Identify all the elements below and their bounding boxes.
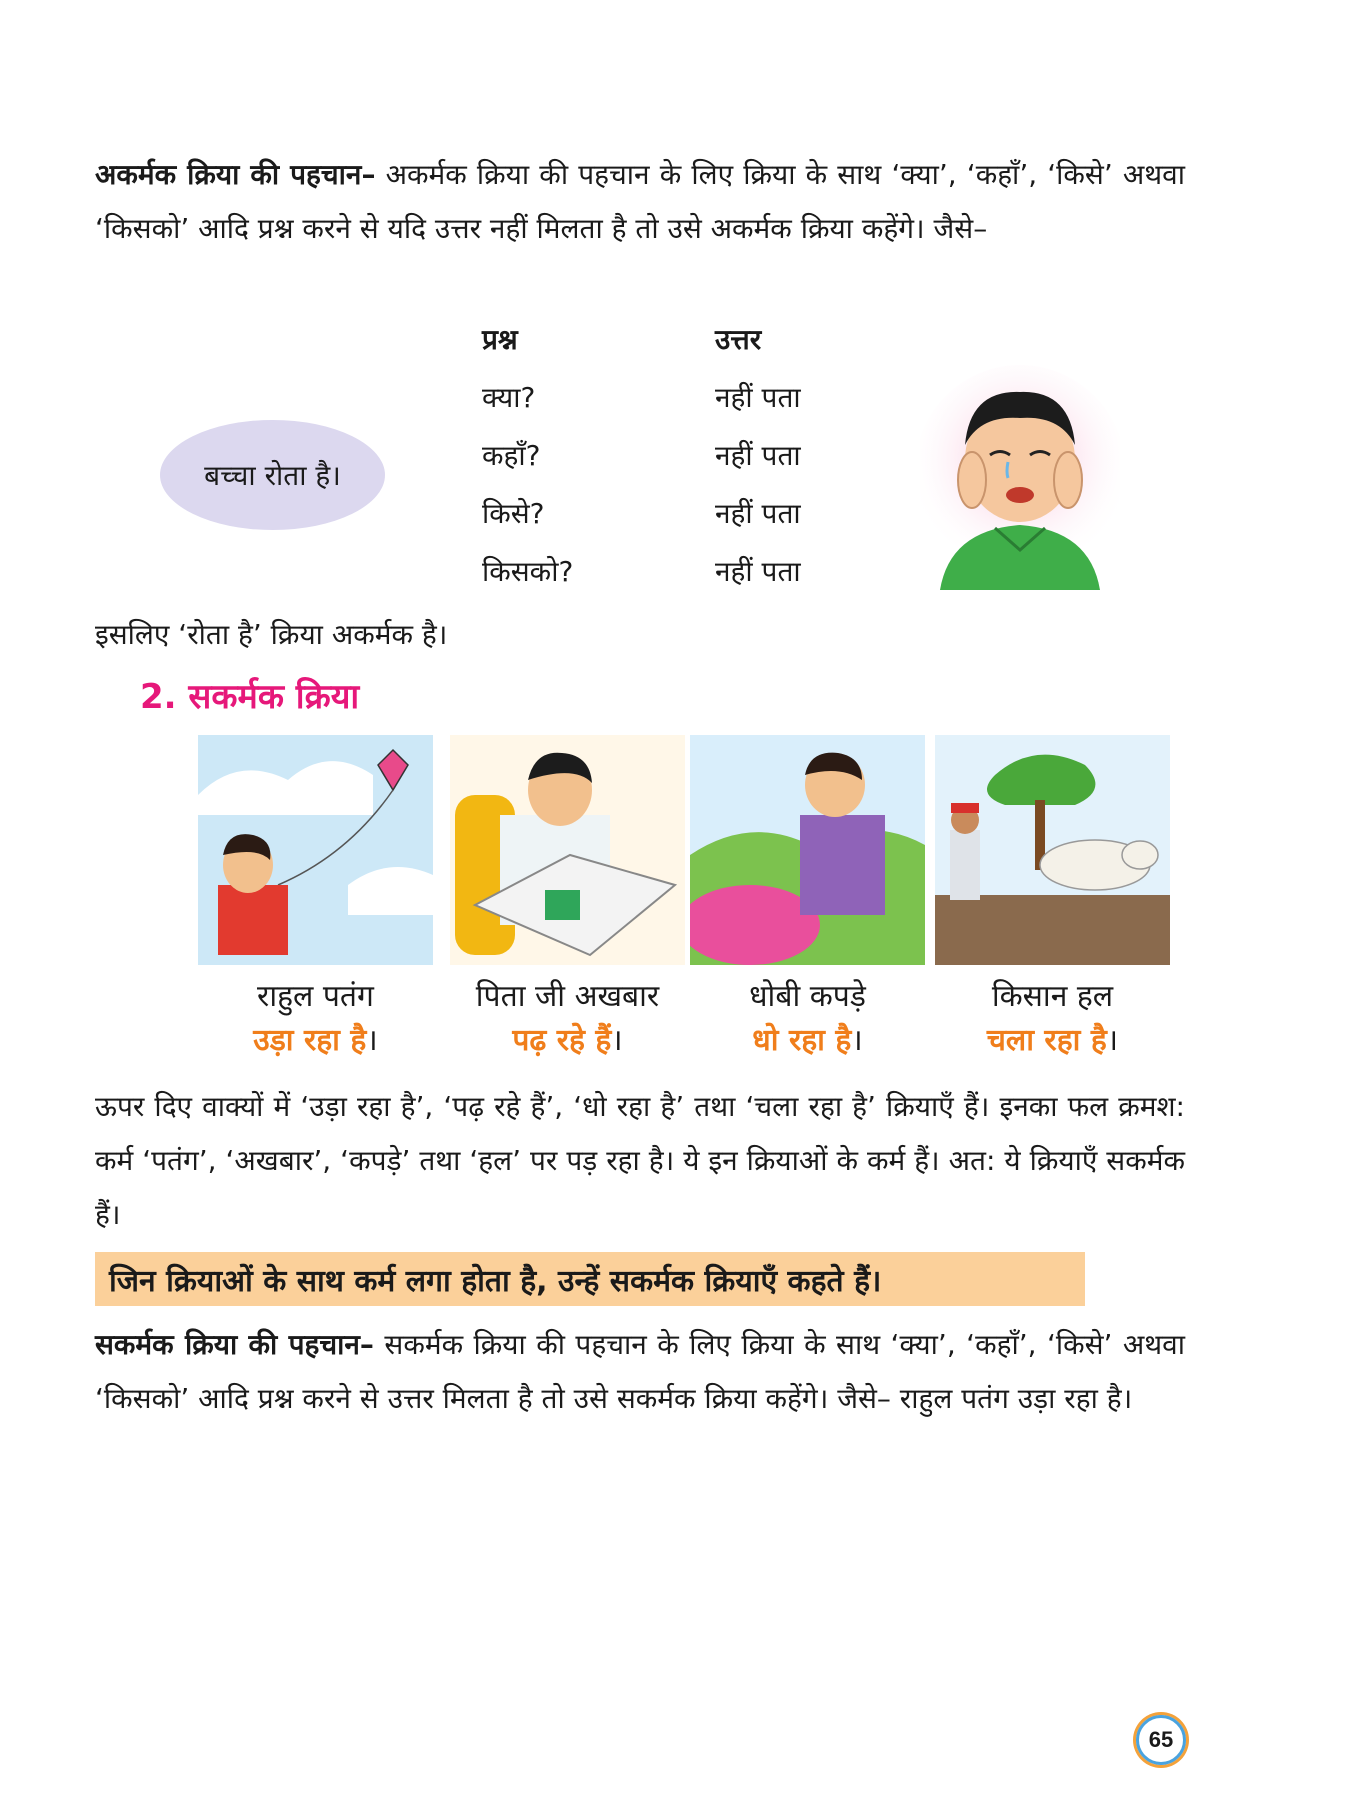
akarmak-paragraph [95, 148, 1185, 256]
table-answer: नहीं पता [715, 381, 801, 414]
kite-flying-illustration [198, 735, 433, 965]
caption-end: । [851, 1023, 863, 1058]
table-answer: नहीं पता [715, 555, 801, 588]
caption-end: । [1106, 1023, 1119, 1058]
explanation-paragraph: ऊपर दिए वाक्यों में ‘उड़ा रहा है’, ‘पढ़ रहे हैं’, ‘धो रहा है’ तथा ‘चला रहा है’ क्रियाएँ हैं। इनका फल क्रमश: कर्म ‘पतंग’, ‘अखबार’, ‘कपड़े’ तथा ‘हल’ पर पड़ रहा है। ये इन क्रियाओं के कर्म हैं। अत: ये क्रियाएँ सकर्मक हैं। [95, 1090, 1185, 1231]
caption-clothes [690, 975, 925, 1063]
caption-end: । [366, 1023, 378, 1058]
definition-text: जिन क्रियाओं के साथ कर्म लगा होता है, उन्हें सकर्मक क्रियाएँ कहते हैं। [109, 1263, 882, 1299]
crying-boy-illustration [920, 360, 1120, 590]
washerman-illustration [690, 735, 925, 965]
sakarmak-heading: सकर्मक क्रिया की पहचान– [95, 1328, 374, 1361]
sakarmak-paragraph [95, 1318, 1185, 1426]
section-heading: 2. सकर्मक क्रिया [140, 677, 360, 717]
caption-verb: पढ़ रहे हैं [512, 1023, 612, 1058]
caption-verb: धो रहा है [752, 1023, 852, 1058]
table-header-answer: उत्तर [715, 323, 762, 356]
table-question: किसको? [482, 555, 574, 588]
caption-subject: पिता जी अखबार [475, 979, 660, 1014]
table-answer: नहीं पता [715, 497, 801, 530]
caption-subject: धोबी कपड़े [749, 979, 866, 1014]
caption-kite [198, 975, 433, 1063]
sakarmak-text: सकर्मक क्रिया की पहचान के लिए क्रिया के साथ ‘क्या’, ‘कहाँ’, ‘किसे’ अथवा ‘किसको’ आदि प्रश्न करने से उत्तर मिलता है तो उसे सकर्मक क्रिया कहेंगे। जैसे– राहुल पतंग उड़ा रहा है। [95, 1328, 1185, 1415]
caption-end: । [611, 1023, 623, 1058]
table-answer: नहीं पता [715, 439, 801, 472]
akarmak-heading: अकर्मक क्रिया की पहचान– [95, 158, 376, 191]
table-question: कहाँ? [482, 439, 541, 472]
table-question: क्या? [482, 381, 536, 414]
caption-verb: चला रहा है [986, 1023, 1107, 1058]
caption-plough [935, 975, 1170, 1063]
caption-verb: उड़ा रहा है [253, 1023, 367, 1058]
caption-subject: किसान हल [991, 979, 1114, 1014]
example-sentence-bubble [160, 420, 385, 530]
caption-newspaper [440, 975, 695, 1063]
table-header-question: प्रश्न [482, 323, 518, 356]
farmer-ploughing-illustration [935, 735, 1170, 965]
father-reading-illustration [450, 735, 685, 965]
caption-subject: राहुल पतंग [257, 979, 374, 1014]
page-number: 65 [1136, 1715, 1186, 1765]
table-question: किसे? [482, 497, 545, 530]
akarmak-text: अकर्मक क्रिया की पहचान के लिए क्रिया के साथ ‘क्या’, ‘कहाँ’, ‘किसे’ अथवा ‘किसको’ आदि प्रश्न करने से यदि उत्तर नहीं मिलता है तो उसे अकर्मक क्रिया कहेंगे। जैसे– [95, 158, 1185, 245]
conclusion-line: इसलिए ‘रोता है’ क्रिया अकर्मक है। [95, 618, 448, 651]
example-sentence: बच्चा रोता है। [204, 459, 341, 492]
definition-box [95, 1252, 1085, 1306]
